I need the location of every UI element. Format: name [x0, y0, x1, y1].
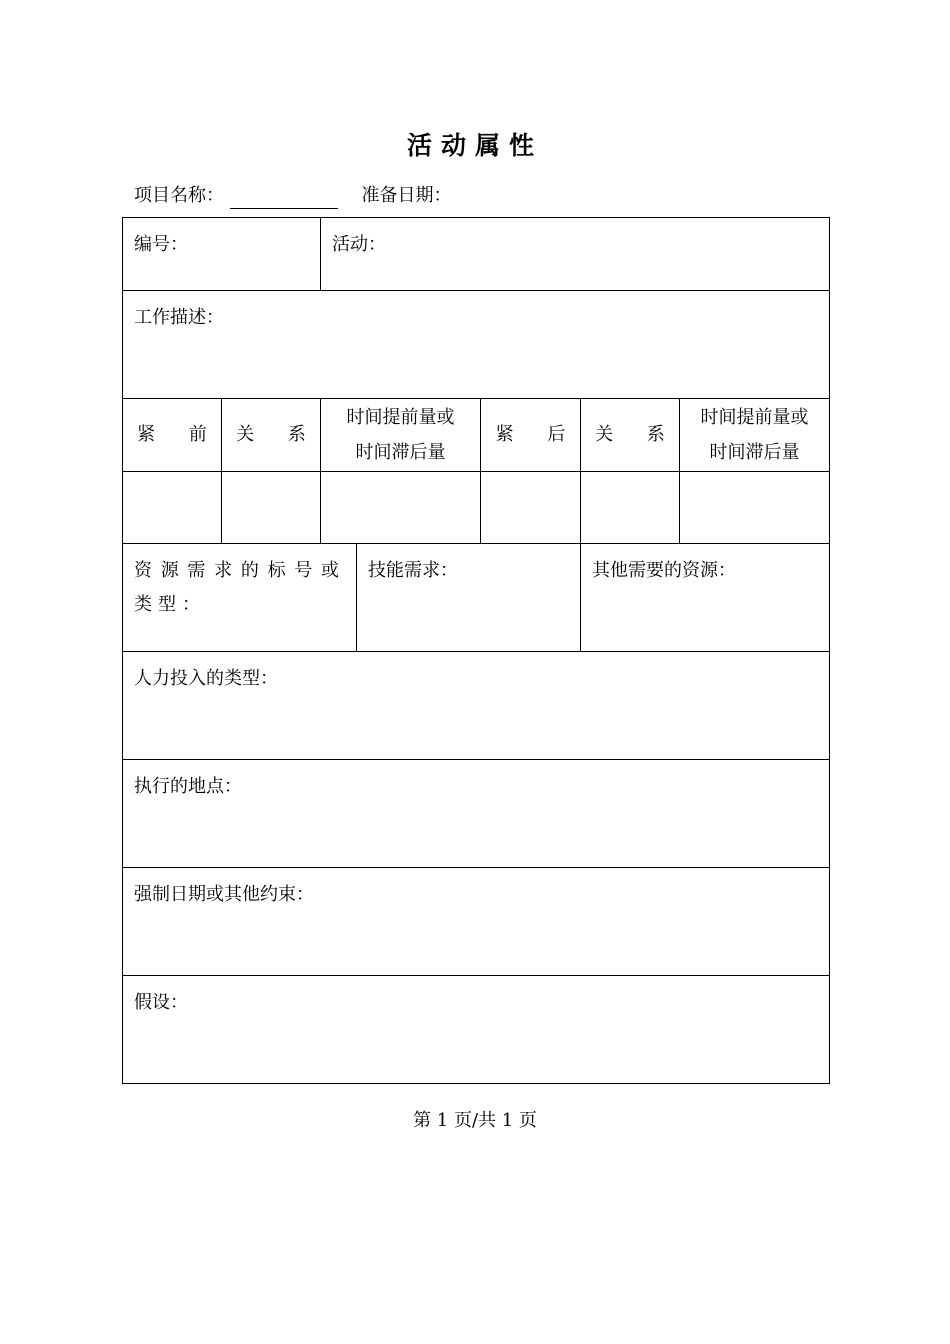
- predecessor-relation-header: 关 系: [222, 399, 321, 472]
- constraints-label: 强制日期或其他约束：: [134, 884, 314, 905]
- prepare-date-label: 准备日期：: [361, 185, 452, 206]
- predecessor-relation-value-cell[interactable]: [222, 472, 321, 544]
- effort-type-cell[interactable]: [123, 652, 830, 760]
- location-cell[interactable]: [123, 760, 830, 868]
- id-label: 编号：: [134, 234, 188, 255]
- id-cell[interactable]: [123, 218, 321, 291]
- other-resources-label: 其他需要的资源：: [592, 560, 736, 581]
- effort-type-label: 人力投入的类型：: [134, 668, 278, 689]
- skill-requirement-cell[interactable]: [357, 544, 581, 652]
- page-title: 活动属性: [406, 131, 543, 160]
- work-description-cell[interactable]: [123, 291, 830, 399]
- resource-requirement-label: 资源需求的标号或类型：: [134, 560, 345, 615]
- location-label: 执行的地点：: [134, 776, 242, 797]
- successor-lead-lag-value-cell[interactable]: [680, 472, 830, 544]
- assumptions-cell[interactable]: [123, 976, 830, 1084]
- successor-header: 紧 后: [481, 399, 581, 472]
- page-footer: 第 1 页/共 1 页: [413, 1110, 537, 1131]
- constraints-cell[interactable]: [123, 868, 830, 976]
- activity-cell[interactable]: [321, 218, 830, 291]
- successor-relation-value-cell[interactable]: [581, 472, 680, 544]
- successor-lead-lag-header: 时间提前量或 时间滞后量: [680, 399, 830, 472]
- predecessor-header: 紧 前: [123, 399, 222, 472]
- predecessor-value-cell[interactable]: [123, 472, 222, 544]
- successor-value-cell[interactable]: [481, 472, 581, 544]
- predecessor-lead-lag-header: 时间提前量或 时间滞后量: [321, 399, 481, 472]
- project-name-field[interactable]: [230, 188, 338, 209]
- project-name-label: 项目名称：: [134, 185, 224, 206]
- predecessor-lead-lag-value-cell[interactable]: [321, 472, 481, 544]
- successor-relation-header: 关 系: [581, 399, 680, 472]
- activity-attributes-form: [122, 217, 829, 1084]
- resource-requirement-cell[interactable]: [123, 544, 357, 652]
- other-resources-cell[interactable]: [581, 544, 830, 652]
- work-description-label: 工作描述：: [134, 307, 224, 328]
- skill-requirement-label: 技能需求：: [368, 560, 458, 581]
- assumptions-label: 假设：: [134, 992, 188, 1013]
- activity-label: 活动：: [332, 234, 386, 255]
- meta-row: [134, 183, 451, 209]
